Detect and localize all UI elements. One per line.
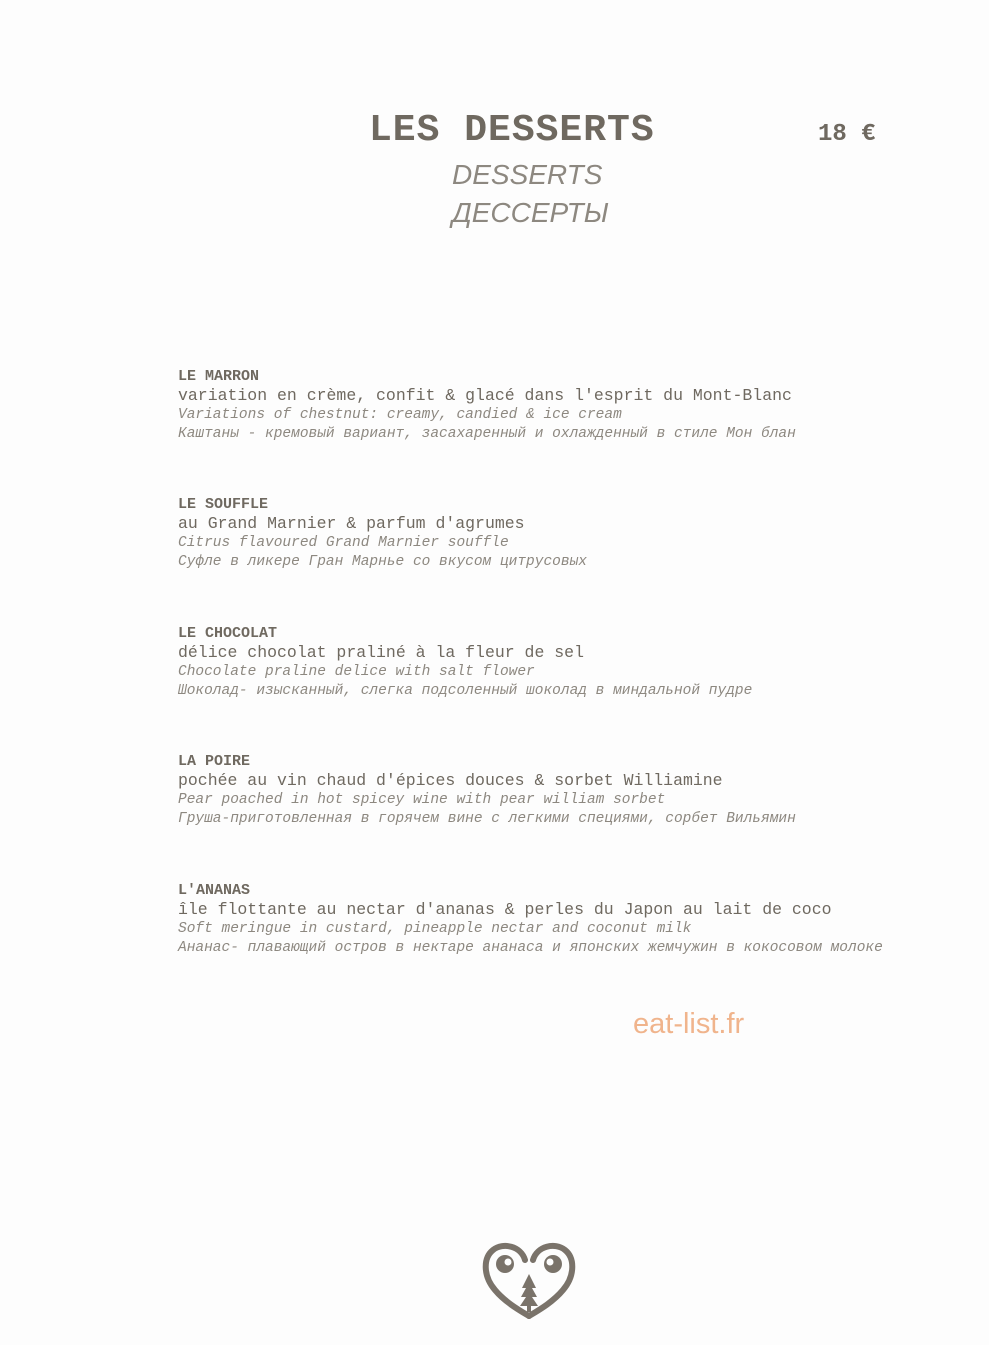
item-description-ru: Ананас- плавающий остров в нектаре ананаса и японских жемчужин в кокосовом молоке bbox=[178, 940, 883, 956]
item-name: L'ANANAS bbox=[178, 882, 251, 899]
item-description-fr: pochée au vin chaud d'épices douces & sorbet Williamine bbox=[178, 771, 723, 790]
item-description-fr: délice chocolat praliné à la fleur de sel bbox=[178, 643, 584, 662]
item-description-en: Variations of chestnut: creamy, candied & ice cream bbox=[178, 407, 622, 423]
item-description-ru: Шоколад- изысканный, слегка подсоленный шоколад в миндальной пудре bbox=[178, 683, 753, 699]
item-description-fr: variation en crème, confit & glacé dans l'esprit du Mont-Blanc bbox=[178, 386, 792, 405]
item-description-fr: au Grand Marnier & parfum d'agrumes bbox=[178, 514, 525, 533]
menu-item-poire bbox=[178, 752, 884, 829]
menu-item-chocolat bbox=[178, 624, 884, 701]
page-title: LES DESSERTS bbox=[369, 109, 655, 152]
item-description-ru: Груша-приготовленная в горячем вине с легкими специями, сорбет Вильямин bbox=[178, 811, 796, 827]
menu-item-souffle bbox=[178, 495, 884, 572]
item-name: LA POIRE bbox=[178, 753, 251, 770]
item-description-en: Chocolate praline delice with salt flower bbox=[178, 664, 535, 680]
subtitle-english: DESSERTS bbox=[452, 159, 603, 190]
item-description-ru: Суфле в ликере Гран Марнье со вкусом цитрусовых bbox=[178, 554, 587, 570]
menu-item-marron bbox=[178, 367, 884, 444]
item-name: LE MARRON bbox=[178, 368, 260, 385]
item-description-en: Soft meringue in custard, pineapple nectar and coconut milk bbox=[178, 921, 692, 937]
heart-swirl-tree-icon bbox=[481, 1238, 577, 1320]
menu-item-ananas bbox=[178, 881, 884, 958]
item-description-en: Citrus flavoured Grand Marnier souffle bbox=[178, 535, 509, 551]
price-label: 18 € bbox=[818, 121, 876, 148]
item-description-en: Pear poached in hot spicey wine with pear william sorbet bbox=[178, 792, 666, 808]
item-name: LE CHOCOLAT bbox=[178, 625, 278, 642]
item-name: LE SOUFFLE bbox=[178, 496, 269, 513]
watermark: eat-list.fr bbox=[633, 1008, 745, 1040]
item-description-ru: Каштаны - кремовый вариант, засахаренный и охлажденный в стиле Мон блан bbox=[178, 426, 796, 442]
item-description-fr: île flottante au nectar d'ananas & perles du Japon au lait de coco bbox=[178, 900, 832, 919]
subtitle-russian: ДЕССЕРТЫ bbox=[452, 197, 609, 228]
